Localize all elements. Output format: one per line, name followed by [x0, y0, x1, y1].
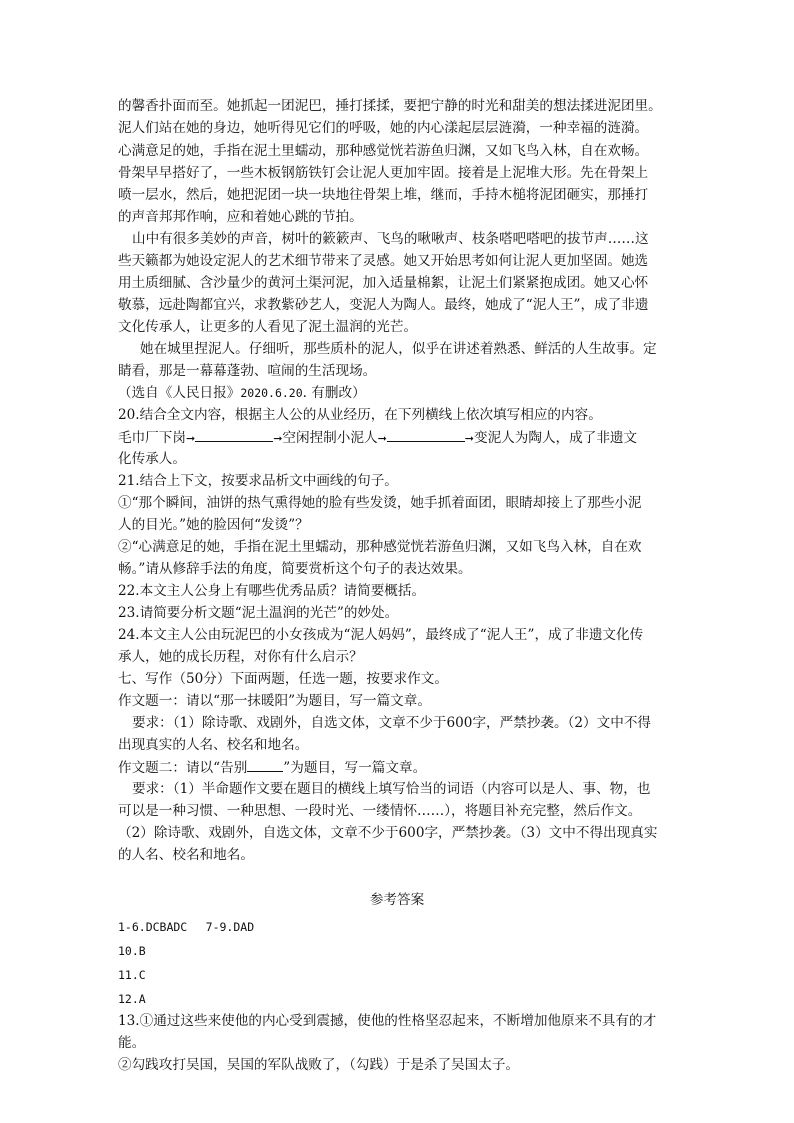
- topic-2-prefix: 作文题二：请以“告别: [118, 760, 248, 776]
- writing-req-2b: 可以是一种习惯、一种思想、一段时光、一缕情怀……），将题目补充完整，然后作文。: [118, 803, 642, 819]
- passage-line-8: 些天籁都为她设定泥人的艺术细节带来了灵感。她又开始思考如何让泥人更加坚固。她选: [118, 253, 649, 269]
- passage-line-3: 心满意足的她，手指在泥土里蠕动，那种感觉恍若游鱼归渊，又如飞鸟入林，自在欢畅。: [118, 143, 649, 159]
- answer-13b: 能。: [118, 1035, 146, 1051]
- writing-req-1a: 要求：（1）除诗歌、戏剧外，自选文体，文章不少于600字，严禁抄袭。（2）文中不得: [132, 715, 652, 731]
- answer-blank-1[interactable]: [195, 427, 273, 442]
- passage-line-1: 的馨香扑面而至。她抓起一团泥巴，捶打揉揉，要把宁静的时光和甜美的想法揉进泥团里。: [118, 98, 662, 114]
- answer-10: 10.B: [118, 944, 146, 958]
- answer-12: 12.A: [118, 992, 146, 1006]
- source-prefix: （选自《人民日报》: [118, 385, 241, 401]
- question-21-item-1a: ①“那个瞬间，油饼的热气熏得她的脸有些发烫，她手抓着面团，眼睛却接上了那些小泥: [118, 495, 642, 511]
- question-21-item-2b: 畅。”请从修辞手法的角度，简要赏析这个句子的表达效果。: [118, 561, 472, 577]
- answer-1-9: 1-6.DCBADC 7-9.DAD: [118, 920, 255, 934]
- question-21: 21.结合上下文，按要求品析文中画线的句子。: [118, 473, 398, 489]
- source-date: 2020.6.20: [240, 386, 303, 400]
- topic-2-blank[interactable]: [247, 757, 283, 772]
- passage-line-12: 她在城里捏泥人。仔细听，那些质朴的泥人，似乎在讲述着熟悉、鲜活的人生故事。定: [140, 341, 657, 357]
- arrow-icon: ➞: [273, 432, 283, 445]
- topic-2-suffix: ”为题目，写一篇文章。: [283, 760, 427, 776]
- writing-req-2a: 要求：（1）半命题作文要在题目的横线上填写恰当的词语（内容可以是人、事、物，也: [132, 781, 651, 797]
- question-24b: 承人，她的成长历程，对你有什么启示？: [118, 649, 363, 665]
- arrow-icon: ➞: [464, 432, 474, 445]
- passage-source: [118, 383, 678, 403]
- chain-start: 毛巾厂下岗: [118, 430, 186, 446]
- source-suffix: . 有删改）: [302, 385, 366, 401]
- question-20-chain: [118, 427, 678, 449]
- writing-req-2d: 的人名、校名和地名。: [118, 847, 254, 863]
- question-21-item-1b: 人的目光。”她的脸因何“发烫”？: [118, 517, 309, 533]
- passage-line-13: 睛看，那是一幕幕蓬勃、喧闹的生活现场。: [118, 363, 377, 379]
- chain-end: 变泥人为陶人，成了非遗文: [474, 430, 638, 446]
- question-22: 22.本文主人公身上有哪些优秀品质？请简要概括。: [118, 583, 426, 599]
- question-20-line-3: 化传承人。: [118, 451, 186, 467]
- passage-line-6: 的声音邦邦作响，应和着她心跳的节拍。: [118, 209, 363, 225]
- writing-topic-1: 作文题一：请以“那一抹暖阳”为题目，写一篇文章。: [118, 693, 431, 709]
- answer-13c: ②勾践攻打吴国，吴国的军队战败了，（勾践）于是杀了吴国太子。: [118, 1057, 520, 1073]
- passage-line-9: 用土质细腻、含沙量少的黄河土渠河泥，加入适量棉絮，让泥土们紧紧抱成团。她又心怀: [118, 275, 649, 291]
- writing-req-1b: 出现真实的人名、校名和地名。: [118, 737, 309, 753]
- answer-blank-2[interactable]: [387, 427, 465, 442]
- question-24a: 24.本文主人公由玩泥巴的小女孩成为“泥人妈妈”，最终成了“泥人王”，成了非遗文化传: [118, 627, 644, 643]
- passage-line-5: 喷一层水，然后，她把泥团一块一块地往骨架上堆，继而，手持木槌将泥团砸实，那捶打: [118, 187, 649, 203]
- passage-line-11: 文化传承人，让更多的人看见了泥土温润的光芒。: [118, 319, 418, 335]
- arrow-icon: ➞: [185, 432, 196, 445]
- question-21-item-2a: ②“心满意足的她，手指在泥土里蠕动，那种感觉恍若游鱼归渊，又如飞鸟入林，自在欢: [118, 539, 642, 555]
- arrow-icon: ➞: [377, 432, 387, 445]
- question-20: 20.结合全文内容，根据主人公的从业经历，在下列横线上依次填写相应的内容。: [118, 407, 602, 423]
- passage-line-10: 敬慕，远赴陶都宜兴，求教紫砂艺人，变泥人为陶人。最终，她成了“泥人王”，成了非遗: [118, 297, 649, 313]
- answer-11: 11.C: [118, 968, 146, 982]
- chain-mid: 空闲捏制小泥人: [282, 430, 378, 446]
- question-23: 23.请简要分析文题“泥土温润的光芒”的妙处。: [118, 605, 399, 621]
- passage-line-7: 山中有很多美妙的声音，树叶的簌簌声、飞鸟的啾啾声、枝条嗒吧嗒吧的拔节声……这: [132, 231, 649, 247]
- answers-heading: 参考答案: [369, 892, 425, 908]
- writing-heading: 七、写作（50分）下面两题，任选一题，按要求作文。: [118, 671, 448, 687]
- writing-req-2c: （2）除诗歌、戏剧外，自选文体，文章不少于600字，严禁抄袭。（3）文中不得出现真实: [118, 825, 658, 841]
- passage-line-2: 泥人们站在她的身边，她听得见它们的呼吸，她的内心漾起层层涟漪，一种幸福的涟漪。: [118, 120, 649, 136]
- passage-line-4: 骨架早早搭好了，一些木板钢筋铁钉会让泥人更加牢固。接着是上泥堆大形。先在骨架上: [118, 165, 649, 181]
- answer-13a: 13.①通过这些来使他的内心受到震撼，使他的性格坚忍起来，不断增加他原来不具有的才: [118, 1013, 657, 1029]
- writing-topic-2: [118, 757, 678, 778]
